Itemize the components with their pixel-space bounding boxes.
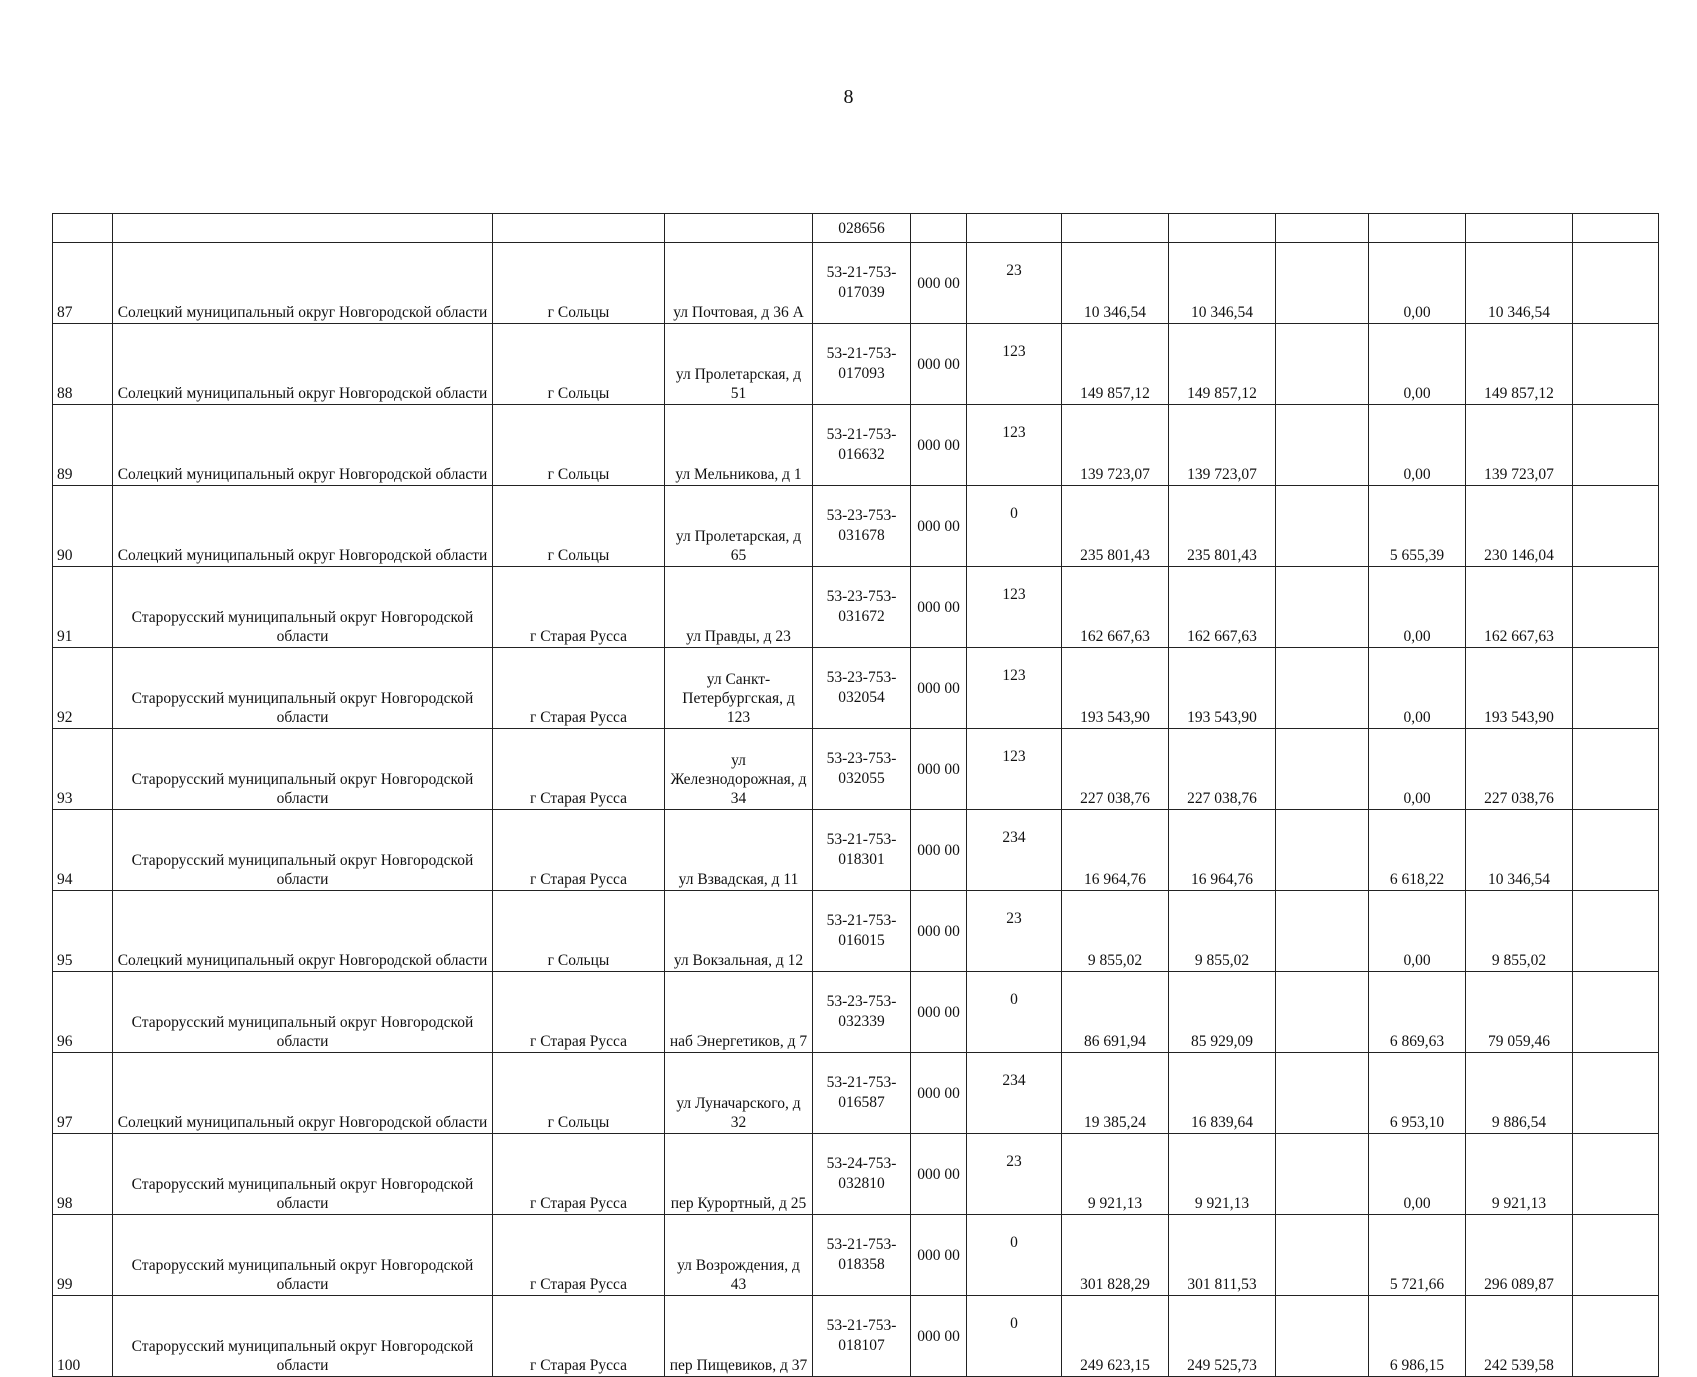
row-number-cell: 97 bbox=[53, 1053, 113, 1134]
row-number-cell: 100 bbox=[53, 1296, 113, 1377]
value2-cell: 16 964,76 bbox=[1169, 810, 1276, 891]
district-cell: Солецкий муниципальный округ Новгородской области bbox=[113, 486, 493, 567]
table-row bbox=[53, 486, 1659, 567]
value3-cell bbox=[1276, 243, 1369, 324]
district-cell: Старорусский муниципальный округ Новгородской области bbox=[113, 729, 493, 810]
value1-cell: 139 723,07 bbox=[1062, 405, 1169, 486]
value3-cell bbox=[1276, 405, 1369, 486]
value5-cell: 10 346,54 bbox=[1466, 810, 1573, 891]
row-number-cell: 89 bbox=[53, 405, 113, 486]
zeros-cell: 000 00 bbox=[911, 1134, 967, 1215]
address-cell: наб Энергетиков, д 7 bbox=[665, 972, 813, 1053]
value5-cell: 139 723,07 bbox=[1466, 405, 1573, 486]
city-cell: г Сольцы bbox=[493, 1053, 665, 1134]
row-number-cell: 95 bbox=[53, 891, 113, 972]
value3-cell bbox=[1276, 810, 1369, 891]
empty-cell bbox=[1573, 1134, 1659, 1215]
value1-cell: 19 385,24 bbox=[1062, 1053, 1169, 1134]
value1-cell: 193 543,90 bbox=[1062, 648, 1169, 729]
category-cell: 0 bbox=[967, 1296, 1062, 1377]
value5-cell: 79 059,46 bbox=[1466, 972, 1573, 1053]
district-cell: Старорусский муниципальный округ Новгородской области bbox=[113, 810, 493, 891]
code-cell: 53-21-753-018107 bbox=[813, 1296, 911, 1377]
value3-cell bbox=[1276, 891, 1369, 972]
row-number-cell: 88 bbox=[53, 324, 113, 405]
value1-cell: 162 667,63 bbox=[1062, 567, 1169, 648]
value1-cell: 10 346,54 bbox=[1062, 243, 1169, 324]
row-number-cell: 87 bbox=[53, 243, 113, 324]
district-cell: Солецкий муниципальный округ Новгородской области bbox=[113, 324, 493, 405]
value4-cell: 0,00 bbox=[1369, 729, 1466, 810]
table-row bbox=[53, 648, 1659, 729]
code-cell: 53-21-753-016587 bbox=[813, 1053, 911, 1134]
table-row bbox=[53, 1296, 1659, 1377]
value2-cell: 149 857,12 bbox=[1169, 324, 1276, 405]
address-cell: пер Пищевиков, д 37 bbox=[665, 1296, 813, 1377]
city-cell: г Сольцы bbox=[493, 486, 665, 567]
value5-cell: 9 886,54 bbox=[1466, 1053, 1573, 1134]
data-table bbox=[52, 213, 1659, 1377]
district-cell: Старорусский муниципальный округ Новгородской области bbox=[113, 567, 493, 648]
code-cell: 53-21-753-018301 bbox=[813, 810, 911, 891]
code-cell: 53-21-753-016015 bbox=[813, 891, 911, 972]
category-cell: 123 bbox=[967, 729, 1062, 810]
district-cell: Солецкий муниципальный округ Новгородской области bbox=[113, 243, 493, 324]
value4-cell: 0,00 bbox=[1369, 405, 1466, 486]
empty-cell bbox=[1573, 405, 1659, 486]
zeros-cell: 000 00 bbox=[911, 729, 967, 810]
empty-cell bbox=[1573, 972, 1659, 1053]
district-cell: Старорусский муниципальный округ Новгородской области bbox=[113, 1215, 493, 1296]
table-row bbox=[53, 729, 1659, 810]
value3-cell bbox=[1276, 729, 1369, 810]
row-number-cell: 90 bbox=[53, 486, 113, 567]
zeros-cell: 000 00 bbox=[911, 810, 967, 891]
continued-code-cell: 028656 bbox=[813, 214, 911, 243]
value5-cell: 149 857,12 bbox=[1466, 324, 1573, 405]
zeros-cell: 000 00 bbox=[911, 567, 967, 648]
table-row bbox=[53, 891, 1659, 972]
continued-row bbox=[53, 214, 1659, 243]
table-row bbox=[53, 567, 1659, 648]
code-cell: 53-23-753-032055 bbox=[813, 729, 911, 810]
category-cell: 123 bbox=[967, 648, 1062, 729]
value5-cell: 296 089,87 bbox=[1466, 1215, 1573, 1296]
value5-cell: 230 146,04 bbox=[1466, 486, 1573, 567]
value1-cell: 9 855,02 bbox=[1062, 891, 1169, 972]
value1-cell: 16 964,76 bbox=[1062, 810, 1169, 891]
category-cell: 0 bbox=[967, 486, 1062, 567]
city-cell: г Сольцы bbox=[493, 405, 665, 486]
address-cell: ул Почтовая, д 36 А bbox=[665, 243, 813, 324]
city-cell: г Старая Русса bbox=[493, 1296, 665, 1377]
address-cell: ул Мельникова, д 1 bbox=[665, 405, 813, 486]
page-number: 8 bbox=[843, 86, 854, 108]
value4-cell: 0,00 bbox=[1369, 648, 1466, 729]
address-cell: ул Железнодорожная, д 34 bbox=[665, 729, 813, 810]
category-cell: 123 bbox=[967, 405, 1062, 486]
city-cell: г Старая Русса bbox=[493, 1134, 665, 1215]
empty-cell bbox=[1573, 1053, 1659, 1134]
value5-cell: 242 539,58 bbox=[1466, 1296, 1573, 1377]
value4-cell: 0,00 bbox=[1369, 891, 1466, 972]
value3-cell bbox=[1276, 324, 1369, 405]
value1-cell: 86 691,94 bbox=[1062, 972, 1169, 1053]
value4-cell: 6 986,15 bbox=[1369, 1296, 1466, 1377]
address-cell: ул Возрождения, д 43 bbox=[665, 1215, 813, 1296]
city-cell: г Сольцы bbox=[493, 891, 665, 972]
value2-cell: 193 543,90 bbox=[1169, 648, 1276, 729]
value3-cell bbox=[1276, 1134, 1369, 1215]
district-cell: Старорусский муниципальный округ Новгородской области bbox=[113, 972, 493, 1053]
zeros-cell: 000 00 bbox=[911, 972, 967, 1053]
value1-cell: 9 921,13 bbox=[1062, 1134, 1169, 1215]
category-cell: 23 bbox=[967, 1134, 1062, 1215]
zeros-cell: 000 00 bbox=[911, 891, 967, 972]
empty-cell bbox=[1573, 648, 1659, 729]
value3-cell bbox=[1276, 486, 1369, 567]
city-cell: г Старая Русса bbox=[493, 972, 665, 1053]
value2-cell: 227 038,76 bbox=[1169, 729, 1276, 810]
value5-cell: 9 855,02 bbox=[1466, 891, 1573, 972]
table-row bbox=[53, 972, 1659, 1053]
value2-cell: 162 667,63 bbox=[1169, 567, 1276, 648]
zeros-cell: 000 00 bbox=[911, 1053, 967, 1134]
value2-cell: 249 525,73 bbox=[1169, 1296, 1276, 1377]
category-cell: 23 bbox=[967, 891, 1062, 972]
city-cell: г Старая Русса bbox=[493, 729, 665, 810]
value4-cell: 0,00 bbox=[1369, 243, 1466, 324]
value4-cell: 0,00 bbox=[1369, 1134, 1466, 1215]
address-cell: пер Курортный, д 25 bbox=[665, 1134, 813, 1215]
value4-cell: 0,00 bbox=[1369, 324, 1466, 405]
category-cell: 123 bbox=[967, 324, 1062, 405]
value4-cell: 6 953,10 bbox=[1369, 1053, 1466, 1134]
value4-cell: 6 869,63 bbox=[1369, 972, 1466, 1053]
value4-cell: 5 655,39 bbox=[1369, 486, 1466, 567]
value4-cell: 6 618,22 bbox=[1369, 810, 1466, 891]
code-cell: 53-21-753-018358 bbox=[813, 1215, 911, 1296]
code-cell: 53-23-753-032339 bbox=[813, 972, 911, 1053]
city-cell: г Старая Русса bbox=[493, 567, 665, 648]
value2-cell: 301 811,53 bbox=[1169, 1215, 1276, 1296]
value2-cell: 9 921,13 bbox=[1169, 1134, 1276, 1215]
value4-cell: 5 721,66 bbox=[1369, 1215, 1466, 1296]
zeros-cell: 000 00 bbox=[911, 648, 967, 729]
row-number-cell: 92 bbox=[53, 648, 113, 729]
value3-cell bbox=[1276, 1215, 1369, 1296]
empty-cell bbox=[1573, 810, 1659, 891]
row-number-cell: 93 bbox=[53, 729, 113, 810]
value3-cell bbox=[1276, 1296, 1369, 1377]
district-cell: Солецкий муниципальный округ Новгородской области bbox=[113, 1053, 493, 1134]
value5-cell: 162 667,63 bbox=[1466, 567, 1573, 648]
table-row bbox=[53, 1215, 1659, 1296]
category-cell: 0 bbox=[967, 972, 1062, 1053]
row-number-cell: 94 bbox=[53, 810, 113, 891]
address-cell: ул Правды, д 23 bbox=[665, 567, 813, 648]
table-row bbox=[53, 810, 1659, 891]
table-row bbox=[53, 1053, 1659, 1134]
table-row bbox=[53, 1134, 1659, 1215]
value2-cell: 10 346,54 bbox=[1169, 243, 1276, 324]
row-number-cell: 99 bbox=[53, 1215, 113, 1296]
category-cell: 234 bbox=[967, 1053, 1062, 1134]
value5-cell: 227 038,76 bbox=[1466, 729, 1573, 810]
empty-cell bbox=[1573, 324, 1659, 405]
table-row bbox=[53, 243, 1659, 324]
city-cell: г Сольцы bbox=[493, 243, 665, 324]
category-cell: 23 bbox=[967, 243, 1062, 324]
row-number-cell: 91 bbox=[53, 567, 113, 648]
code-cell: 53-23-753-031678 bbox=[813, 486, 911, 567]
empty-cell bbox=[1573, 1215, 1659, 1296]
address-cell: ул Луначарского, д 32 bbox=[665, 1053, 813, 1134]
address-cell: ул Вокзальная, д 12 bbox=[665, 891, 813, 972]
code-cell: 53-23-753-032054 bbox=[813, 648, 911, 729]
value3-cell bbox=[1276, 567, 1369, 648]
code-cell: 53-24-753-032810 bbox=[813, 1134, 911, 1215]
empty-cell bbox=[1573, 891, 1659, 972]
code-cell: 53-21-753-016632 bbox=[813, 405, 911, 486]
city-cell: г Сольцы bbox=[493, 324, 665, 405]
table-row bbox=[53, 405, 1659, 486]
empty-cell bbox=[1573, 243, 1659, 324]
code-cell: 53-21-753-017093 bbox=[813, 324, 911, 405]
city-cell: г Старая Русса bbox=[493, 1215, 665, 1296]
address-cell: ул Пролетарская, д 51 bbox=[665, 324, 813, 405]
zeros-cell: 000 00 bbox=[911, 1215, 967, 1296]
value2-cell: 85 929,09 bbox=[1169, 972, 1276, 1053]
empty-cell bbox=[1573, 1296, 1659, 1377]
value4-cell: 0,00 bbox=[1369, 567, 1466, 648]
value2-cell: 139 723,07 bbox=[1169, 405, 1276, 486]
district-cell: Старорусский муниципальный округ Новгородской области bbox=[113, 648, 493, 729]
table-row bbox=[53, 324, 1659, 405]
city-cell: г Старая Русса bbox=[493, 810, 665, 891]
row-number-cell: 98 bbox=[53, 1134, 113, 1215]
value3-cell bbox=[1276, 972, 1369, 1053]
value5-cell: 10 346,54 bbox=[1466, 243, 1573, 324]
city-cell: г Старая Русса bbox=[493, 648, 665, 729]
zeros-cell: 000 00 bbox=[911, 243, 967, 324]
district-cell: Солецкий муниципальный округ Новгородской области bbox=[113, 405, 493, 486]
zeros-cell: 000 00 bbox=[911, 486, 967, 567]
value5-cell: 193 543,90 bbox=[1466, 648, 1573, 729]
zeros-cell: 000 00 bbox=[911, 405, 967, 486]
empty-cell bbox=[1573, 567, 1659, 648]
value2-cell: 16 839,64 bbox=[1169, 1053, 1276, 1134]
value3-cell bbox=[1276, 1053, 1369, 1134]
value1-cell: 235 801,43 bbox=[1062, 486, 1169, 567]
value1-cell: 301 828,29 bbox=[1062, 1215, 1169, 1296]
value5-cell: 9 921,13 bbox=[1466, 1134, 1573, 1215]
district-cell: Старорусский муниципальный округ Новгородской области bbox=[113, 1134, 493, 1215]
address-cell: ул Пролетарская, д 65 bbox=[665, 486, 813, 567]
code-cell: 53-23-753-031672 bbox=[813, 567, 911, 648]
zeros-cell: 000 00 bbox=[911, 1296, 967, 1377]
category-cell: 123 bbox=[967, 567, 1062, 648]
value2-cell: 9 855,02 bbox=[1169, 891, 1276, 972]
empty-cell bbox=[1573, 486, 1659, 567]
address-cell: ул Взвадская, д 11 bbox=[665, 810, 813, 891]
value3-cell bbox=[1276, 648, 1369, 729]
category-cell: 0 bbox=[967, 1215, 1062, 1296]
empty-cell bbox=[1573, 729, 1659, 810]
code-cell: 53-21-753-017039 bbox=[813, 243, 911, 324]
district-cell: Солецкий муниципальный округ Новгородской области bbox=[113, 891, 493, 972]
value2-cell: 235 801,43 bbox=[1169, 486, 1276, 567]
value1-cell: 149 857,12 bbox=[1062, 324, 1169, 405]
category-cell: 234 bbox=[967, 810, 1062, 891]
value1-cell: 227 038,76 bbox=[1062, 729, 1169, 810]
district-cell: Старорусский муниципальный округ Новгородской области bbox=[113, 1296, 493, 1377]
value1-cell: 249 623,15 bbox=[1062, 1296, 1169, 1377]
row-number-cell: 96 bbox=[53, 972, 113, 1053]
address-cell: ул Санкт-Петербургская, д 123 bbox=[665, 648, 813, 729]
zeros-cell: 000 00 bbox=[911, 324, 967, 405]
